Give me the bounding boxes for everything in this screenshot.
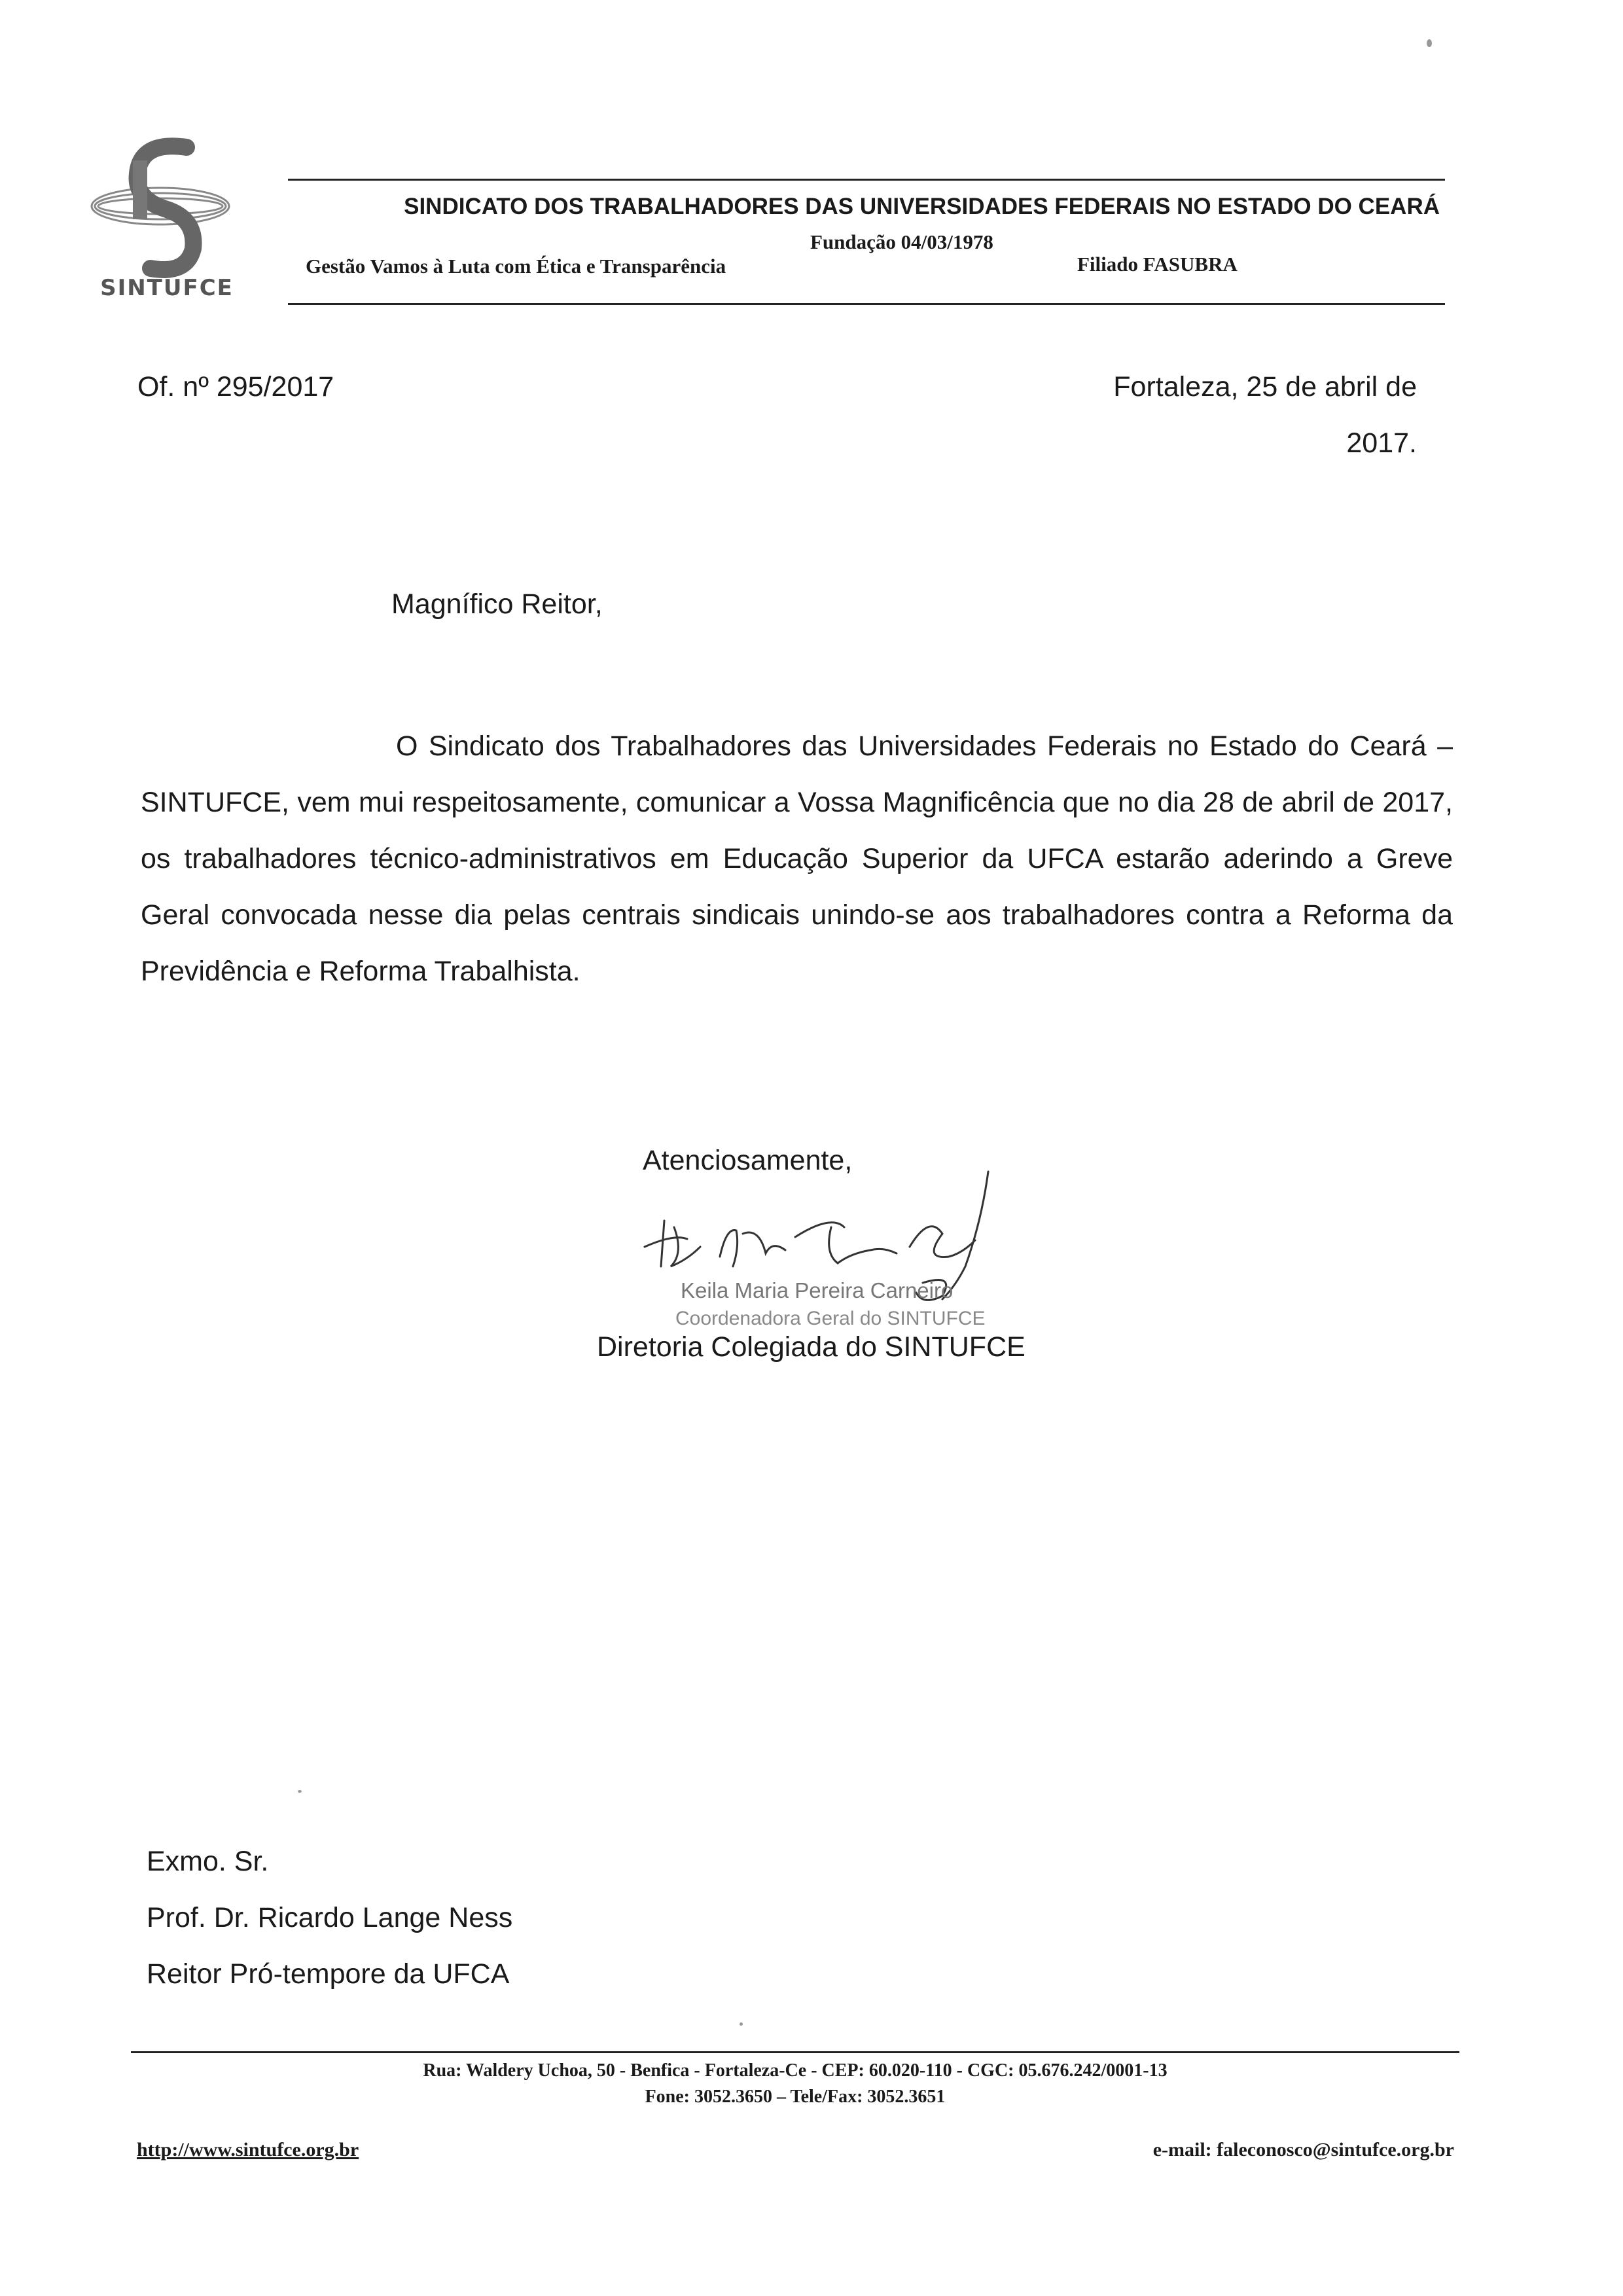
stamp-signatory-name: Keila Maria Pereira Carneiro <box>681 1278 954 1302</box>
paragraph-text: O Sindicato dos Trabalhadores das Universidades Federais no Estado do Ceará – SINTUFCE, vem mui respeitosamente, comunicar a Vossa Magnificência que no dia 28 de abril de 2017, os trabalhadores técnico-administrativos em Educação Superior da UFCA estarão aderindo a Greve Geral convocada nesse dia pelas centrais sindicais unindo-se aos trabalhadores contra a Reforma da Previdência e Reforma Trabalhista. <box>141 730 1453 987</box>
footer-address: Rua: Waldery Uchoa, 50 - Benfica - Fortaleza-Ce - CEP: 60.020-110 - CGC: 05.676.242/0001-13 <box>423 2060 1168 2081</box>
letter-body-paragraph <box>141 718 1453 999</box>
scan-speck <box>740 2022 743 2026</box>
footer-website-link[interactable]: http://www.sintufce.org.br <box>137 2139 359 2161</box>
addressee-name: Prof. Dr. Ricardo Lange Ness <box>147 1902 513 1933</box>
organization-name: SINDICATO DOS TRABALHADORES DAS UNIVERSIDADES FEDERAIS NO ESTADO DO CEARÁ <box>404 194 1440 219</box>
logo-wordmark: SINTUFCE <box>100 275 234 301</box>
foundation-date: Fundação 04/03/1978 <box>810 230 993 253</box>
administration-motto: Gestão Vamos à Luta com Ética e Transparência <box>306 255 726 278</box>
footer-rule <box>131 2051 1459 2053</box>
scan-speck <box>1427 39 1432 47</box>
scan-speck <box>298 1790 302 1793</box>
footer-phone: Fone: 3052.3650 – Tele/Fax: 3052.3651 <box>645 2087 946 2107</box>
document-reference: Of. nº 295/2017 <box>137 371 334 403</box>
footer-email: e-mail: faleconosco@sintufce.org.br <box>1152 2139 1454 2161</box>
affiliation-note: Filiado FASUBRA <box>1077 253 1238 276</box>
closing-phrase: Atenciosamente, <box>643 1145 853 1176</box>
addressee-position: Reitor Pró-tempore da UFCA <box>147 1958 510 1990</box>
header-top-rule <box>288 179 1445 181</box>
salutation: Magnífico Reitor, <box>391 588 603 620</box>
signing-body: Diretoria Colegiada do SINTUFCE <box>597 1331 1026 1363</box>
date-line: Fortaleza, 25 de abril de 2017. <box>1113 371 1417 459</box>
header-bottom-rule <box>288 303 1445 305</box>
stamp-signatory-role: Coordenadora Geral do SINTUFCE <box>675 1308 986 1329</box>
addressee-title: Exmo. Sr. <box>147 1846 269 1877</box>
